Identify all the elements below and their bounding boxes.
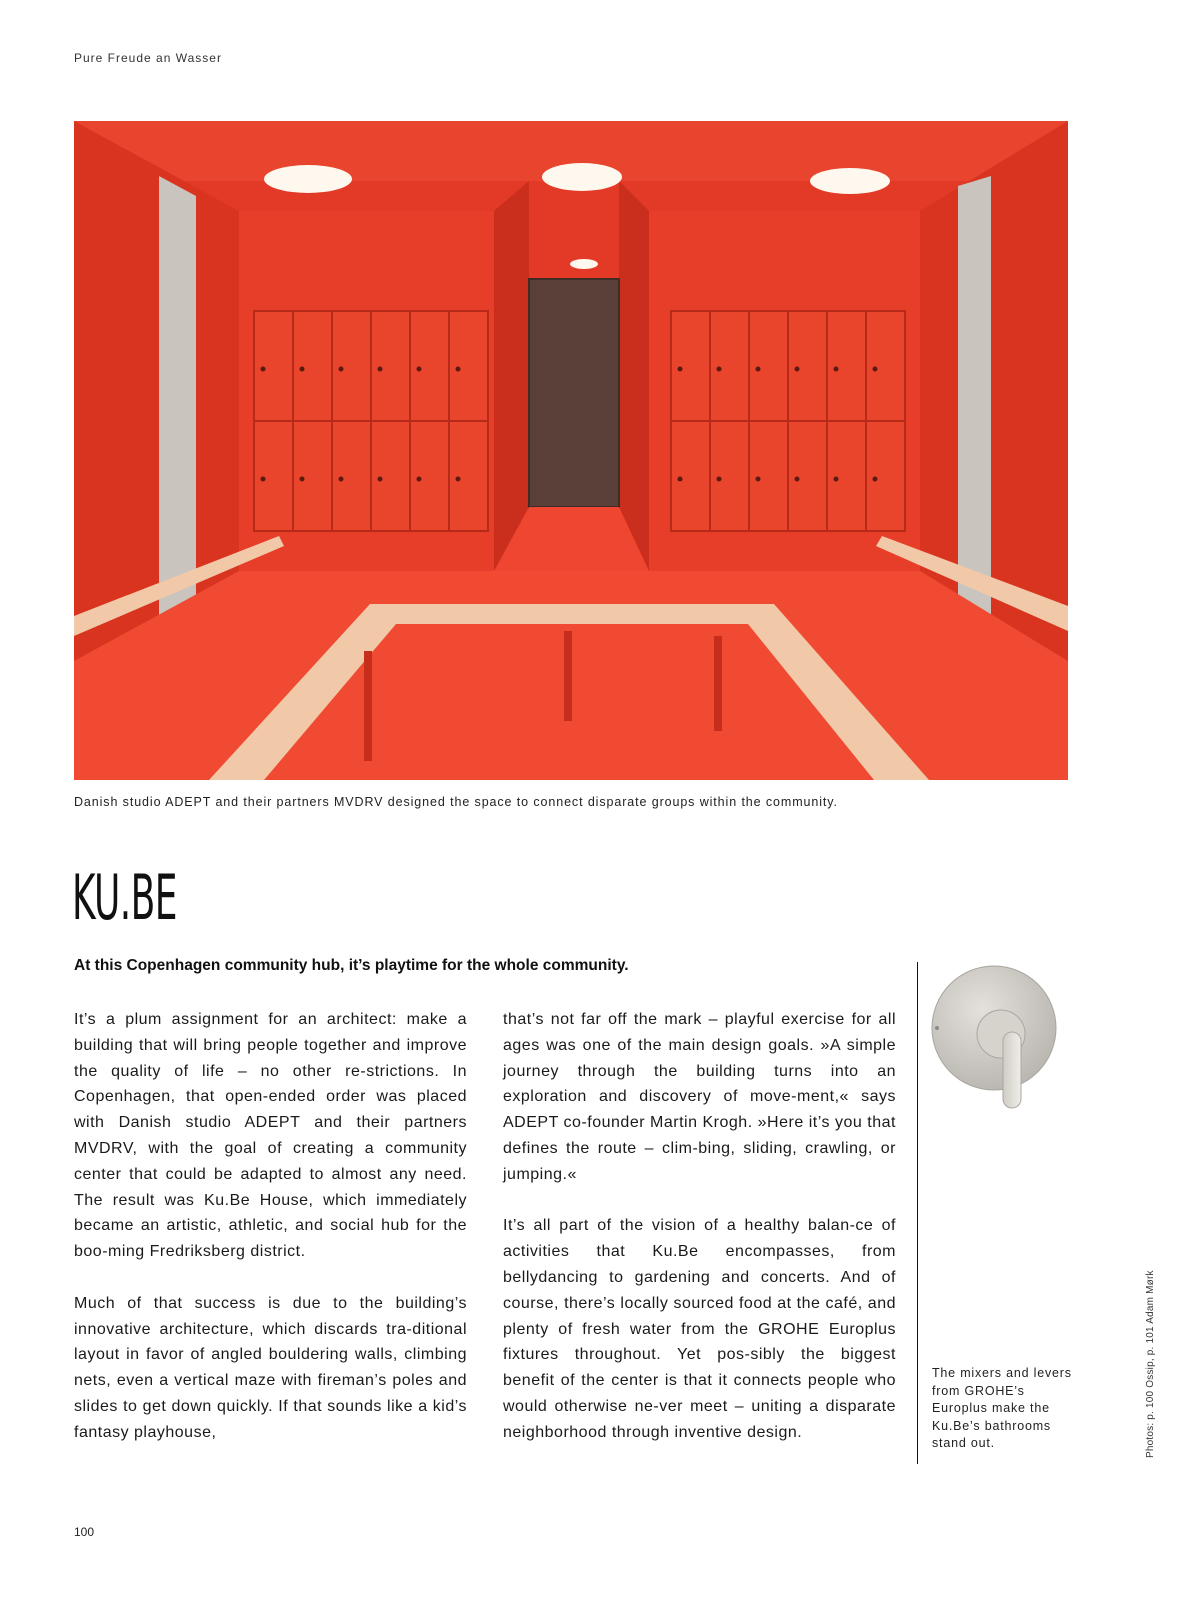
product-caption: The mixers and levers from GROHE’s Europlus make the Ku.Be’s bathrooms stand out. (932, 1366, 1072, 1450)
body-paragraph: It’s all part of the vision of a healthy balan-ce of activities that Ku.Be encompasses, from bellydancing to gardening and concerts. And of course, there’s locally sourced food at the café, and plenty of fresh water from the GROHE Europlus fixtures throughout. Yet pos-sibly the biggest benefit of the center is that it connects people who would otherwise ne-ver meet – uniting a disparate neighborhood through inventive design. (503, 1217, 896, 1441)
body-paragraph: that’s not far off the mark – playful exercise for all ages was one of the main design goals. »A simple journey through the building turns into an exploration and discovery of move-ment,« says ADEPT co-founder Martin Krogh. »Here it’s you that defines the route – clim-bing, sliding, crawling, or jumping.« (503, 1011, 896, 1183)
corridor-door (529, 279, 619, 507)
article-title: KU.BE (72, 861, 177, 934)
ceiling-light (264, 165, 352, 193)
left-wall (74, 121, 239, 661)
photo-credit: Photos: p. 100 Ossip, p. 101 Adam Mørk (1145, 1270, 1156, 1458)
right-block-side (619, 181, 649, 571)
left-lockers (254, 311, 488, 531)
photo-caption: Danish studio ADEPT and their partners MVDRV designed the space to connect disparate groups within the community. (74, 795, 838, 809)
body-paragraph: Much of that success is due to the building’s innovative architecture, which discards tra-ditional layout in favor of angled bouldering walls, climbing nets, even a vertical maze with fireman’s poles and slides to get down quickly. If that sounds like a kid’s fantasy playhouse, (74, 1294, 467, 1441)
left-block-side (494, 181, 529, 571)
mixer-icon (928, 962, 1064, 1114)
running-head: Pure Freude an Wasser (74, 51, 222, 65)
page-number: 100 (74, 1525, 95, 1539)
article-lead: At this Copenhagen community hub, it’s playtime for the whole community. (74, 957, 629, 974)
europlus-mixer-image (928, 962, 1064, 1114)
body-column-1 (74, 1007, 467, 1471)
ceiling-light (542, 163, 622, 191)
locker-room-illustration (74, 121, 1068, 780)
ceiling-light (570, 259, 598, 269)
sidebar-divider (917, 962, 918, 1464)
ceiling-light (810, 168, 890, 194)
right-lockers (671, 311, 905, 531)
body-paragraph: It’s a plum assignment for an architect: make a building that will bring people together and improve the quality of life – no other re-strictions. In Copenhagen, that open-ended order was placed with Danish studio ADEPT and their partners MVDRV, with the goal of creating a community center that could be adapted to almost any need. The result was Ku.Be House, which immediately became an artistic, athletic, and social hub for the boo-ming Fredriksberg district. (74, 1011, 467, 1261)
locker-room-photo (74, 121, 1068, 780)
body-column-2 (503, 1007, 896, 1471)
